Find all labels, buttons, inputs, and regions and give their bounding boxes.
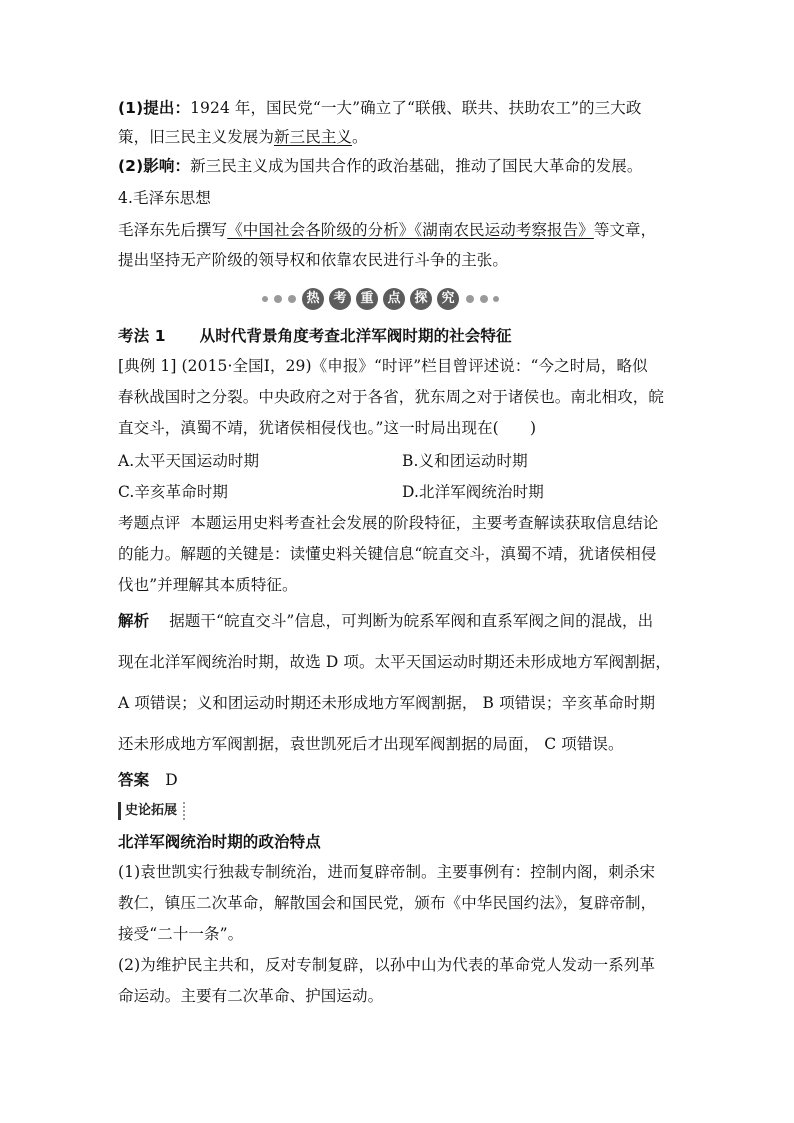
intro-item1-line1 [118, 98, 678, 118]
example-line3: 直交斗，滇蜀不靖，犹诸侯相侵伐也。”这一时局出现在( ) [118, 419, 537, 437]
option-c: C.辛亥革命时期 [118, 483, 229, 501]
banner-char: 点 [383, 288, 405, 310]
item1-punct: 。 [352, 128, 368, 146]
section4-title: 4.毛泽东思想 [118, 189, 211, 207]
banner-dot-icon [466, 295, 474, 303]
mao-text-a4: 等文章， [593, 221, 657, 239]
new-three-principles: 新三民主义 [274, 128, 353, 146]
mao-work-2: 《湖南农民运动考察报告》 [414, 221, 594, 239]
extension-tag: 史论拓展 [118, 802, 185, 820]
analysis-text: 据题干“皖直交斗”信息，可判断为皖系军阀和直系军阀之间的混战，出 [169, 612, 654, 630]
analysis-line3: A 项错误；义和团运动时期还未形成地方军阀割据， B 项错误；辛亥革命时期 [118, 694, 656, 712]
banner-char: 重 [356, 288, 378, 310]
example-line2: 春秋战国时之分裂。中央政府之对于各省，犹东周之对于诸侯也。南北相攻，皖 [118, 388, 665, 406]
answer-value: D [165, 771, 178, 789]
intro-item1-line2 [118, 127, 678, 147]
answer-line [118, 770, 678, 790]
option-d: D.北洋军阀统治时期 [402, 483, 544, 501]
item1-text-cont: 策，旧三民主义发展为 [118, 128, 275, 146]
banner-dot-icon [274, 295, 282, 303]
banner-char: 考 [329, 288, 351, 310]
banner-char: 探 [410, 288, 432, 310]
extension-p2-line1: (2)为维护民主共和，反对专制复辟，以孙中山为代表的革命党人发动一系列革 [118, 956, 656, 974]
banner-dot-icon [493, 296, 499, 302]
banner-dot-icon [288, 295, 296, 303]
review-line1 [118, 513, 678, 533]
banner-char: 究 [437, 288, 459, 310]
option-b: B.义和团运动时期 [402, 452, 528, 470]
answer-label: 答案 [118, 771, 150, 789]
example-line1: [典例 1] (2015·全国Ⅰ，29)《申报》“时评”栏目曾评述说：“今之时局，略似 [118, 357, 648, 375]
kaofa-title: 从时代背景角度考查北洋军阀时期的社会特征 [199, 327, 512, 345]
analysis-line4: 还未形成地方军阀割据，袁世凯死后才出现军阀割据的局面， C 项错误。 [118, 735, 624, 753]
item2-label: (2)影响： [118, 157, 191, 175]
review-label: 考题点评 [118, 514, 181, 532]
extension-p1-line1: (1)袁世凯实行独裁专制统治，进而复辟帝制。主要事例有：控制内阁，刺杀宋 [118, 863, 656, 881]
extension-p1-line2: 教仁，镇压二次革命，解散国会和国民党，颁布《中华民国约法》，复辟帝制， [118, 894, 657, 912]
analysis-line2: 现在北洋军阀统治时期，故选 D 项。太平天国运动时期还未形成地方军阀割据， [118, 653, 671, 671]
intro-item2 [118, 156, 678, 176]
review-line2: 的能力。解题的关键是：读懂史料关键信息“皖直交斗，滇蜀不靖，犹诸侯相侵 [118, 545, 657, 563]
hot-topics-banner [258, 288, 528, 310]
analysis-label: 解析 [118, 612, 150, 630]
mao-work-1: 《中国社会各阶级的分析》 [227, 221, 415, 239]
mao-text-a1: 毛泽东先后撰写 [118, 221, 228, 239]
item1-text: 1924 年，国民党“一大”确立了“联俄、联共、扶助农工”的三大政 [190, 99, 642, 117]
extension-p1-line3: 接受“二十一条”。 [118, 925, 244, 943]
review-line3: 伐也”并理解其本质特征。 [118, 576, 298, 594]
item2-text: 新三民主义成为国共合作的政治基础，推动了国民大革命的发展。 [190, 157, 643, 175]
mao-text-line1 [118, 220, 678, 240]
option-a: A.太平天国运动时期 [118, 452, 260, 470]
extension-title: 北洋军阀统治时期的政治特点 [118, 833, 321, 851]
banner-dot-icon [480, 295, 488, 303]
analysis-line1 [118, 611, 678, 631]
item1-label: (1)提出： [118, 99, 191, 117]
extension-p2-line2: 命运动。主要有二次革命、护国运动。 [118, 987, 384, 1005]
banner-char: 热 [302, 288, 324, 310]
review-text: 本题运用史料考查社会发展的阶段特征，主要考查解读获取信息结论 [190, 514, 659, 532]
mao-text-line2: 提出坚持无产阶级的领导权和依靠农民进行斗争的主张。 [118, 251, 509, 269]
kaofa-label: 考法 1 [118, 327, 166, 345]
kaofa-heading [118, 326, 678, 346]
banner-dot-icon [262, 296, 268, 302]
